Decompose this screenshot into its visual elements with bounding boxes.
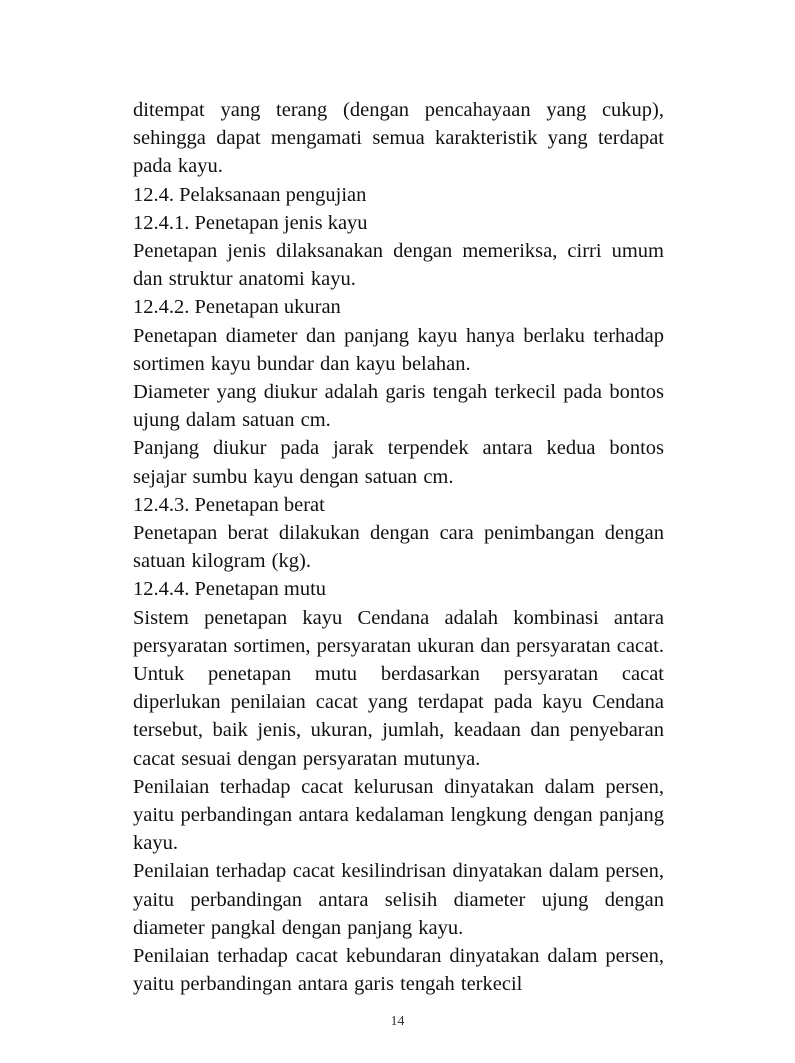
heading-12-4-3: 12.4.3. Penetapan berat: [133, 493, 325, 516]
paragraph-cacat-kebundaran: Penilaian terhadap cacat kebundaran dinyatakan dalam persen, yaitu perbandingan antara garis tengah terkecil: [133, 945, 664, 996]
paragraph-cacat-kelurusan: Penilaian terhadap cacat kelurusan dinyatakan dalam persen, yaitu perbandingan antara kedalaman lengkung dengan panjang kayu.: [133, 775, 664, 855]
heading-12-4-2: 12.4.2. Penetapan ukuran: [133, 296, 341, 319]
page-content: [133, 96, 664, 999]
paragraph-panjang: Panjang diukur pada jarak terpendek antara kedua bontos sejajar sumbu kayu dengan satuan cm.: [133, 437, 664, 488]
paragraph-penetapan-ukuran: Penetapan diameter dan panjang kayu hanya berlaku terhadap sortimen kayu bundar dan kayu belahan.: [133, 324, 664, 375]
paragraph-penetapan-berat: Penetapan berat dilakukan dengan cara penimbangan dengan satuan kilogram (kg).: [133, 522, 664, 573]
paragraph-diameter: Diameter yang diukur adalah garis tengah terkecil pada bontos ujung dalam satuan cm.: [133, 381, 664, 432]
heading-12-4-4: 12.4.4. Penetapan mutu: [133, 578, 327, 601]
page-number: 14: [390, 1014, 405, 1029]
heading-12-4: 12.4. Pelaksanaan pengujian: [133, 183, 367, 206]
paragraph-cacat-kesilindrisan: Penilaian terhadap cacat kesilindrisan dinyatakan dalam persen, yaitu perbandingan antara selisih diameter ujung dengan diameter pangkal dengan panjang kayu.: [133, 860, 664, 939]
paragraph-penetapan-jenis: Penetapan jenis dilaksanakan dengan memeriksa, cirri umum dan struktur anatomi kayu.: [133, 240, 664, 291]
paragraph-sistem-penetapan-mutu: Sistem penetapan kayu Cendana adalah kombinasi antara persyaratan sortimen, persyaratan ukuran dan persyaratan cacat. Untuk penetapan mutu berdasarkan persyaratan cacat diperlukan penilaian cacat yang terdapat pada kayu Cendana tersebut, baik jenis, ukuran, jumlah, keadaan dan penyebaran cacat sesuai dengan persyaratan mutunya.: [133, 606, 664, 770]
heading-12-4-1: 12.4.1. Penetapan jenis kayu: [133, 211, 368, 234]
paragraph-lighting: ditempat yang terang (dengan pencahayaan yang cukup), sehingga dapat mengamati semua karakteristik yang terdapat pada kayu.: [133, 99, 664, 178]
